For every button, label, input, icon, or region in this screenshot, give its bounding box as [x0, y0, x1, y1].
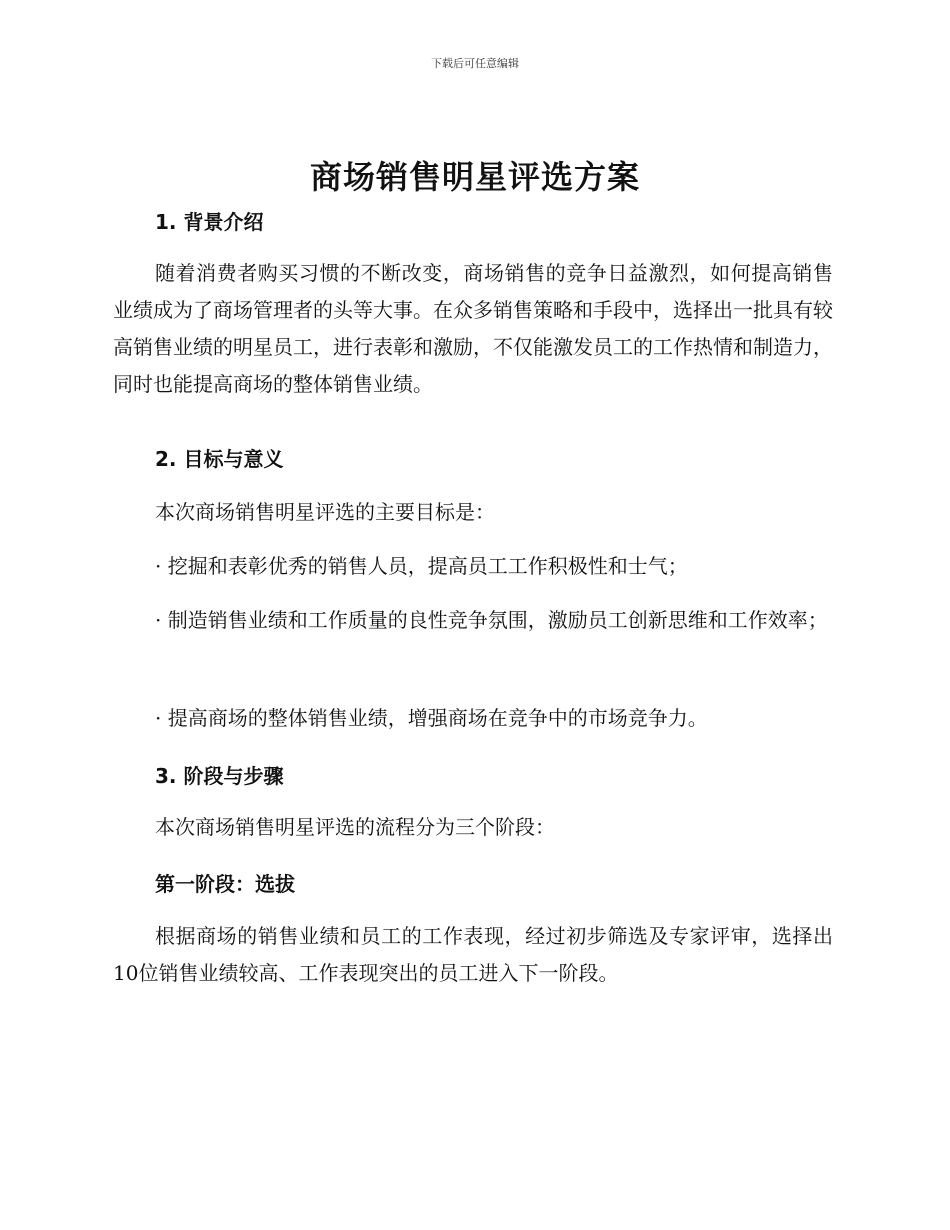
section-heading-goals: 2. 目标与意义 [155, 447, 284, 471]
goal-bullet-1: · 挖掘和表彰优秀的销售人员，提高员工工作积极性和士气； [155, 554, 688, 578]
stage-one-paragraph: 根据商场的销售业绩和员工的工作表现，经过初步筛选及专家评审，选择出10位销售业绩较高、工作表现突出的员工进入下一阶段。 [113, 924, 833, 985]
section-heading-steps: 3. 阶段与步骤 [155, 764, 284, 788]
document-title: 商场销售明星评选方案 [309, 158, 640, 196]
background-paragraph: 随着消费者购买习惯的不断改变，商场销售的竞争日益激烈，如何提高销售业绩成为了商场管理者的头等大事。在众多销售策略和手段中，选择出一批具有较高销售业绩的明星员工，进行表彰和激励，不仅能激发员工的工作热情和制造力，同时也能提高商场的整体销售业绩。 [113, 261, 833, 396]
section-heading-background: 1. 背景介绍 [155, 210, 264, 234]
goals-intro: 本次商场销售明星评选的主要目标是： [155, 500, 495, 524]
goal-bullet-3: · 提高商场的整体销售业绩，增强商场在竞争中的市场竞争力。 [155, 706, 708, 730]
stage-one-subheading: 第一阶段：选拔 [155, 872, 295, 896]
steps-intro: 本次商场销售明星评选的流程分为三个阶段： [155, 815, 555, 839]
page-header-note: 下载后可任意编辑 [431, 57, 519, 70]
goal-bullet-2: · 制造销售业绩和工作质量的良性竞争氛围，激励员工创新思维和工作效率； [155, 608, 828, 632]
